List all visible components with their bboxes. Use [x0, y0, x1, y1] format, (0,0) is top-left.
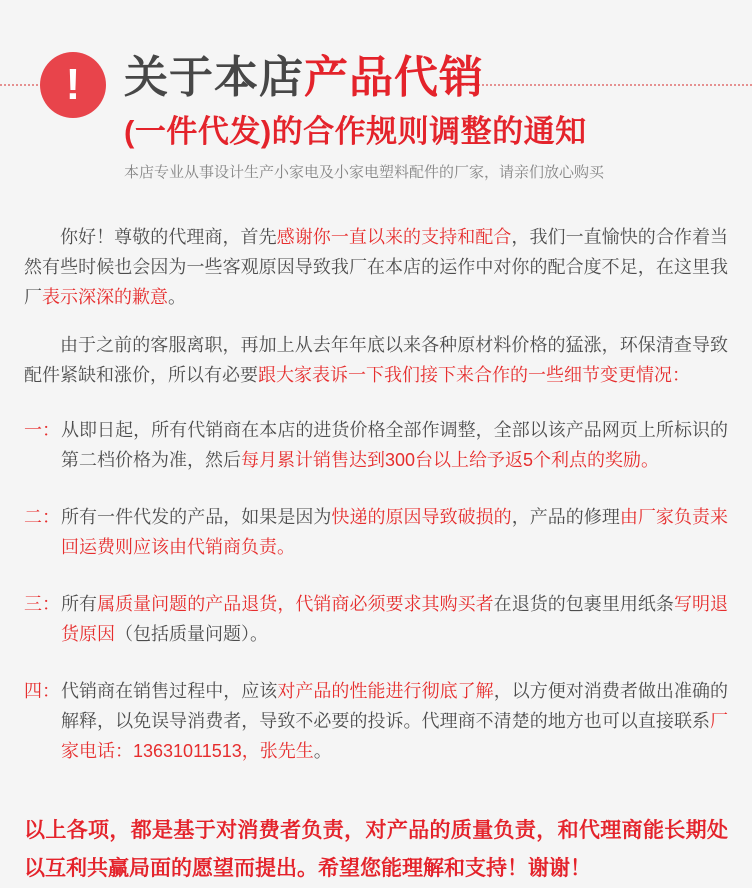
page-title-dark-part: 关于本店 [124, 53, 304, 102]
dotted-divider-left [0, 84, 42, 86]
page-subtitle: (一件代发)的合作规则调整的通知 [124, 114, 587, 149]
rules-list [24, 415, 728, 766]
alert-glyph: ! [65, 60, 81, 109]
rule-marker-2: 二： [24, 507, 60, 527]
notice-body [24, 222, 728, 888]
rule-text-2: 所有一件代发的产品，如果是因为快递的原因导致破损的，产品的修理由厂家负责来回运费则应该由代销商负责。 [61, 507, 729, 557]
alert-exclamation-icon [40, 52, 106, 118]
footer-statement: 以上各项，都是基于对消费者负责，对产品的质量负责，和代理商能长期处以互利共赢局面的愿望而提出。希望您能理解和支持！谢谢！ [24, 819, 728, 880]
page-title [124, 54, 744, 102]
rule-item-4 [24, 676, 728, 766]
intro-paragraph: 你好！尊敬的代理商，首先感谢你一直以来的支持和配合，我们一直愉快的合作着当然有些时候也会因为一些客观原因导致我厂在本店的运作中对你的配合度不足，在这里我厂表示深深的歉意。 [24, 227, 729, 307]
rule-marker-1: 一： [24, 420, 60, 440]
rule-item-3 [24, 589, 728, 649]
page-title-red-part: 产品代销 [304, 53, 484, 102]
rule-item-2 [24, 502, 728, 562]
rule-marker-4: 四： [24, 681, 60, 701]
reason-paragraph: 由于之前的客服离职，再加上从去年年底以来各种原材料价格的猛涨，环保清查导致配件紧缺和涨价，所以有必要跟大家表诉一下我们接下来合作的一些细节变更情况： [24, 335, 728, 385]
rule-text-4: 代销商在销售过程中，应该对产品的性能进行彻底了解，以方便对消费者做出准确的解释，以免误导消费者，导致不必要的投诉。代理商不清楚的地方也可以直接联系厂家电话：13631011513，张先生。 [61, 681, 729, 761]
rule-marker-3: 三： [24, 594, 60, 614]
rule-text-1: 从即日起，所有代销商在本店的进货价格全部作调整，全部以该产品网页上所标识的第二档价格为准，然后每月累计销售达到300台以上给予返5个利点的奖励。 [61, 420, 728, 470]
rule-text-3: 所有属质量问题的产品退货，代销商必须要求其购买者在退货的包裹里用纸条写明退货原因（包括质量问题）。 [61, 594, 729, 644]
store-tagline: 本店专业从事设计生产小家电及小家电塑料配件的厂家，请亲们放心购买 [124, 164, 605, 181]
rule-item-1 [24, 415, 728, 475]
notice-header [124, 54, 744, 183]
